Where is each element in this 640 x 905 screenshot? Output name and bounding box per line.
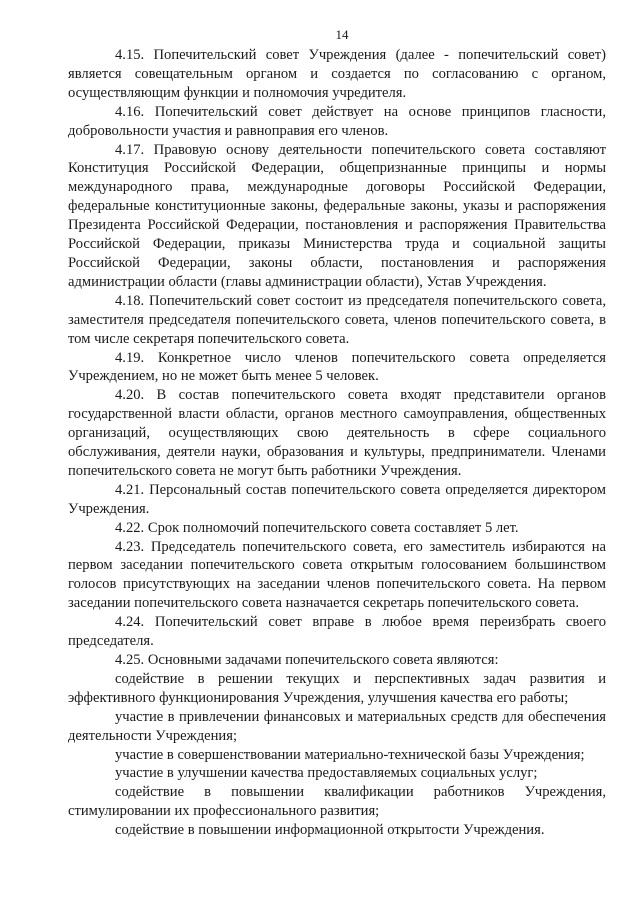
paragraph-4-20: 4.20. В состав попечительского совета входят представители органов государственной власти области, органов местного самоуправления, общественных организаций, осуществляющих свою деятельность в сфере социального обслуживания, деятели науки, образования и культуры, предприниматели. Членами попечительского совета не могут быть работники Учреждения. bbox=[68, 387, 606, 479]
paragraph-4-23: 4.23. Председатель попечительского совета, его заместитель избираются на первом заседании попечительского совета открытым голосованием большинством голосов присутствующих на заседании членов попечительского совета. На первом заседании попечительского совета назначается секретарь попечительского совета. bbox=[68, 538, 606, 612]
task-list-item: участие в привлечении финансовых и материальных средств для обеспечения деятельности Учреждения; bbox=[68, 708, 606, 744]
paragraph-4-21: 4.21. Персональный состав попечительского совета определяется директором Учреждения. bbox=[68, 481, 606, 517]
task-list-item: содействие в решении текущих и перспективных задач развития и эффективного функционирования Учреждения, улучшения качества его работы; bbox=[68, 670, 606, 706]
task-list-item: участие в совершенствовании материально-технической базы Учреждения; bbox=[115, 746, 585, 763]
paragraph-4-25: 4.25. Основными задачами попечительского совета являются: bbox=[115, 652, 499, 668]
paragraph-4-15: 4.15. Попечительский совет Учреждения (далее - попечительский совет) является совещательным органом и создается по согласованию с органом, осуществляющим функции и полномочия учредителя. bbox=[68, 47, 606, 101]
task-list-item: участие в улучшении качества предоставляемых социальных услуг; bbox=[115, 765, 538, 782]
paragraph-4-16: 4.16. Попечительский совет действует на основе принципов гласности, добровольности участия и равноправия его членов. bbox=[68, 103, 606, 139]
paragraph-4-24: 4.24. Попечительский совет вправе в любое время переизбрать своего председателя. bbox=[68, 614, 606, 650]
paragraph-4-17: 4.17. Правовую основу деятельности попечительского совета составляют Конституция Российской Федерации, общепризнанные принципы и нормы международного права, международные договоры Российской Федерации, федеральные конституционные законы, федеральные законы, указы и распоряжения Президента Российской Федерации, постановления и распоряжения Правительства Российской Федерации, приказы Министерства труда и социальной защиты Российской Федерации, законы области, постановления и распоряжения администрации области (главы администрации области), Устав Учреждения. bbox=[68, 141, 606, 290]
task-list-item: содействие в повышении квалификации работников Учреждения, стимулировании их профессионального развития; bbox=[68, 784, 606, 820]
page-number: 14 bbox=[335, 27, 349, 42]
paragraph-4-19: 4.19. Конкретное число членов попечительского совета определяется Учреждением, но не может быть менее 5 человек. bbox=[68, 349, 606, 385]
task-list-item: содействие в повышении информационной открытости Учреждения. bbox=[115, 822, 545, 839]
paragraph-4-22: 4.22. Срок полномочий попечительского совета составляет 5 лет. bbox=[115, 519, 519, 536]
paragraph-4-18: 4.18. Попечительский совет состоит из председателя попечительского совета, заместителя председателя попечительского совета, членов попечительского совета, в том числе секретаря попечительского совета. bbox=[68, 292, 606, 347]
